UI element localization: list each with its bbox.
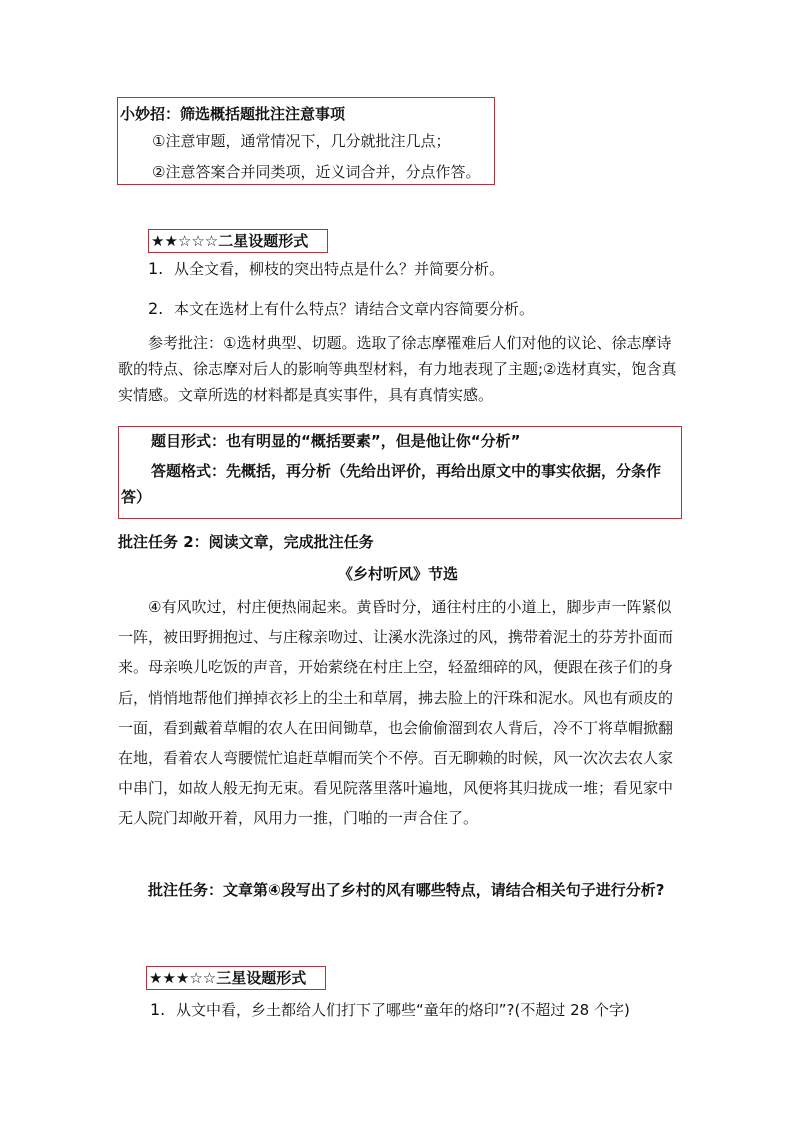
question-text: 从全文看，柳枝的突出特点是什么？并简要分析。	[174, 260, 505, 278]
article-title: 《乡村听风》节选	[338, 565, 459, 583]
question-text: 从文中看，乡土都给人们打下了哪些“童年的烙印”?(不超过 28 个字)	[176, 1001, 630, 1019]
three-star-question-1	[150, 1000, 630, 1020]
three-star-label: ★★★☆☆三星设题形式	[149, 969, 307, 987]
article-paragraph: ④有风吹过，村庄便热闹起来。黄昏时分，通往村庄的小道上，脚步声一阵紧似一阵，被田野拥抱过、与庄稼亲吻过、让溪水洗涤过的风，携带着泥土的芬芳扑面而来。母亲唤儿吃饭的声音，开始萦绕在村庄上空，轻盈细碎的风，便跟在孩子们的身后，悄悄地帮他们掸掉衣衫上的尘土和草屑，拂去脸上的汗珠和泥水。风也有顽皮的一面，看到戴着草帽的农人在田间锄草，也会偷偷溜到农人背后，冷不丁将草帽掀翻在地，看着农人弯腰慌忙追赶草帽而笑个不停。百无聊赖的时候，风一次次去农人家中串门，如故人般无拘无束。看见院落里落叶遍地，风便将其归拢成一堆；看见家中无人院门却敞开着，风用力一推，门啪的一声合住了。	[118, 598, 674, 828]
tip-box-line-1: ①注意审题，通常情况下，几分就批注几点；	[152, 132, 451, 150]
format-box-line-2: 答题格式：先概括，再分析（先给出评价，再给出原文中的事实依据，分条作答）	[121, 462, 662, 506]
tip-box-line-2: ②注意答案合并同类项，近义词合并，分点作答。	[152, 163, 481, 181]
two-star-question-1	[148, 259, 504, 279]
task-instruction: 批注任务：文章第④段写出了乡村的风有哪些特点，请结合相关句子进行分析?	[148, 881, 665, 899]
question-number: 1.	[150, 1000, 166, 1019]
two-star-question-2	[148, 299, 534, 319]
question-number: 1.	[148, 259, 164, 278]
question-number: 2.	[148, 299, 164, 318]
task2-heading: 批注任务 2：阅读文章，完成批注任务	[118, 533, 374, 551]
two-star-label: ★★☆☆☆二星设题形式	[151, 232, 309, 250]
reference-annotation: 参考批注：①选材典型、切题。选取了徐志摩罹难后人们对他的议论、徐志摩诗歌的特点、徐志摩对后人的影响等典型材料，有力地表现了主题;②选材真实，饱含真实情感。文章所选的材料都是真实事件，具有真情实感。	[118, 334, 677, 404]
tip-box-title: 小妙招：筛选概括题批注注意事项	[120, 105, 346, 123]
question-text: 本文在选材上有什么特点？请结合文章内容简要分析。	[174, 300, 535, 318]
format-box-line-1: 题目形式：也有明显的“概括要素”，但是他让你“分析”	[151, 432, 521, 450]
